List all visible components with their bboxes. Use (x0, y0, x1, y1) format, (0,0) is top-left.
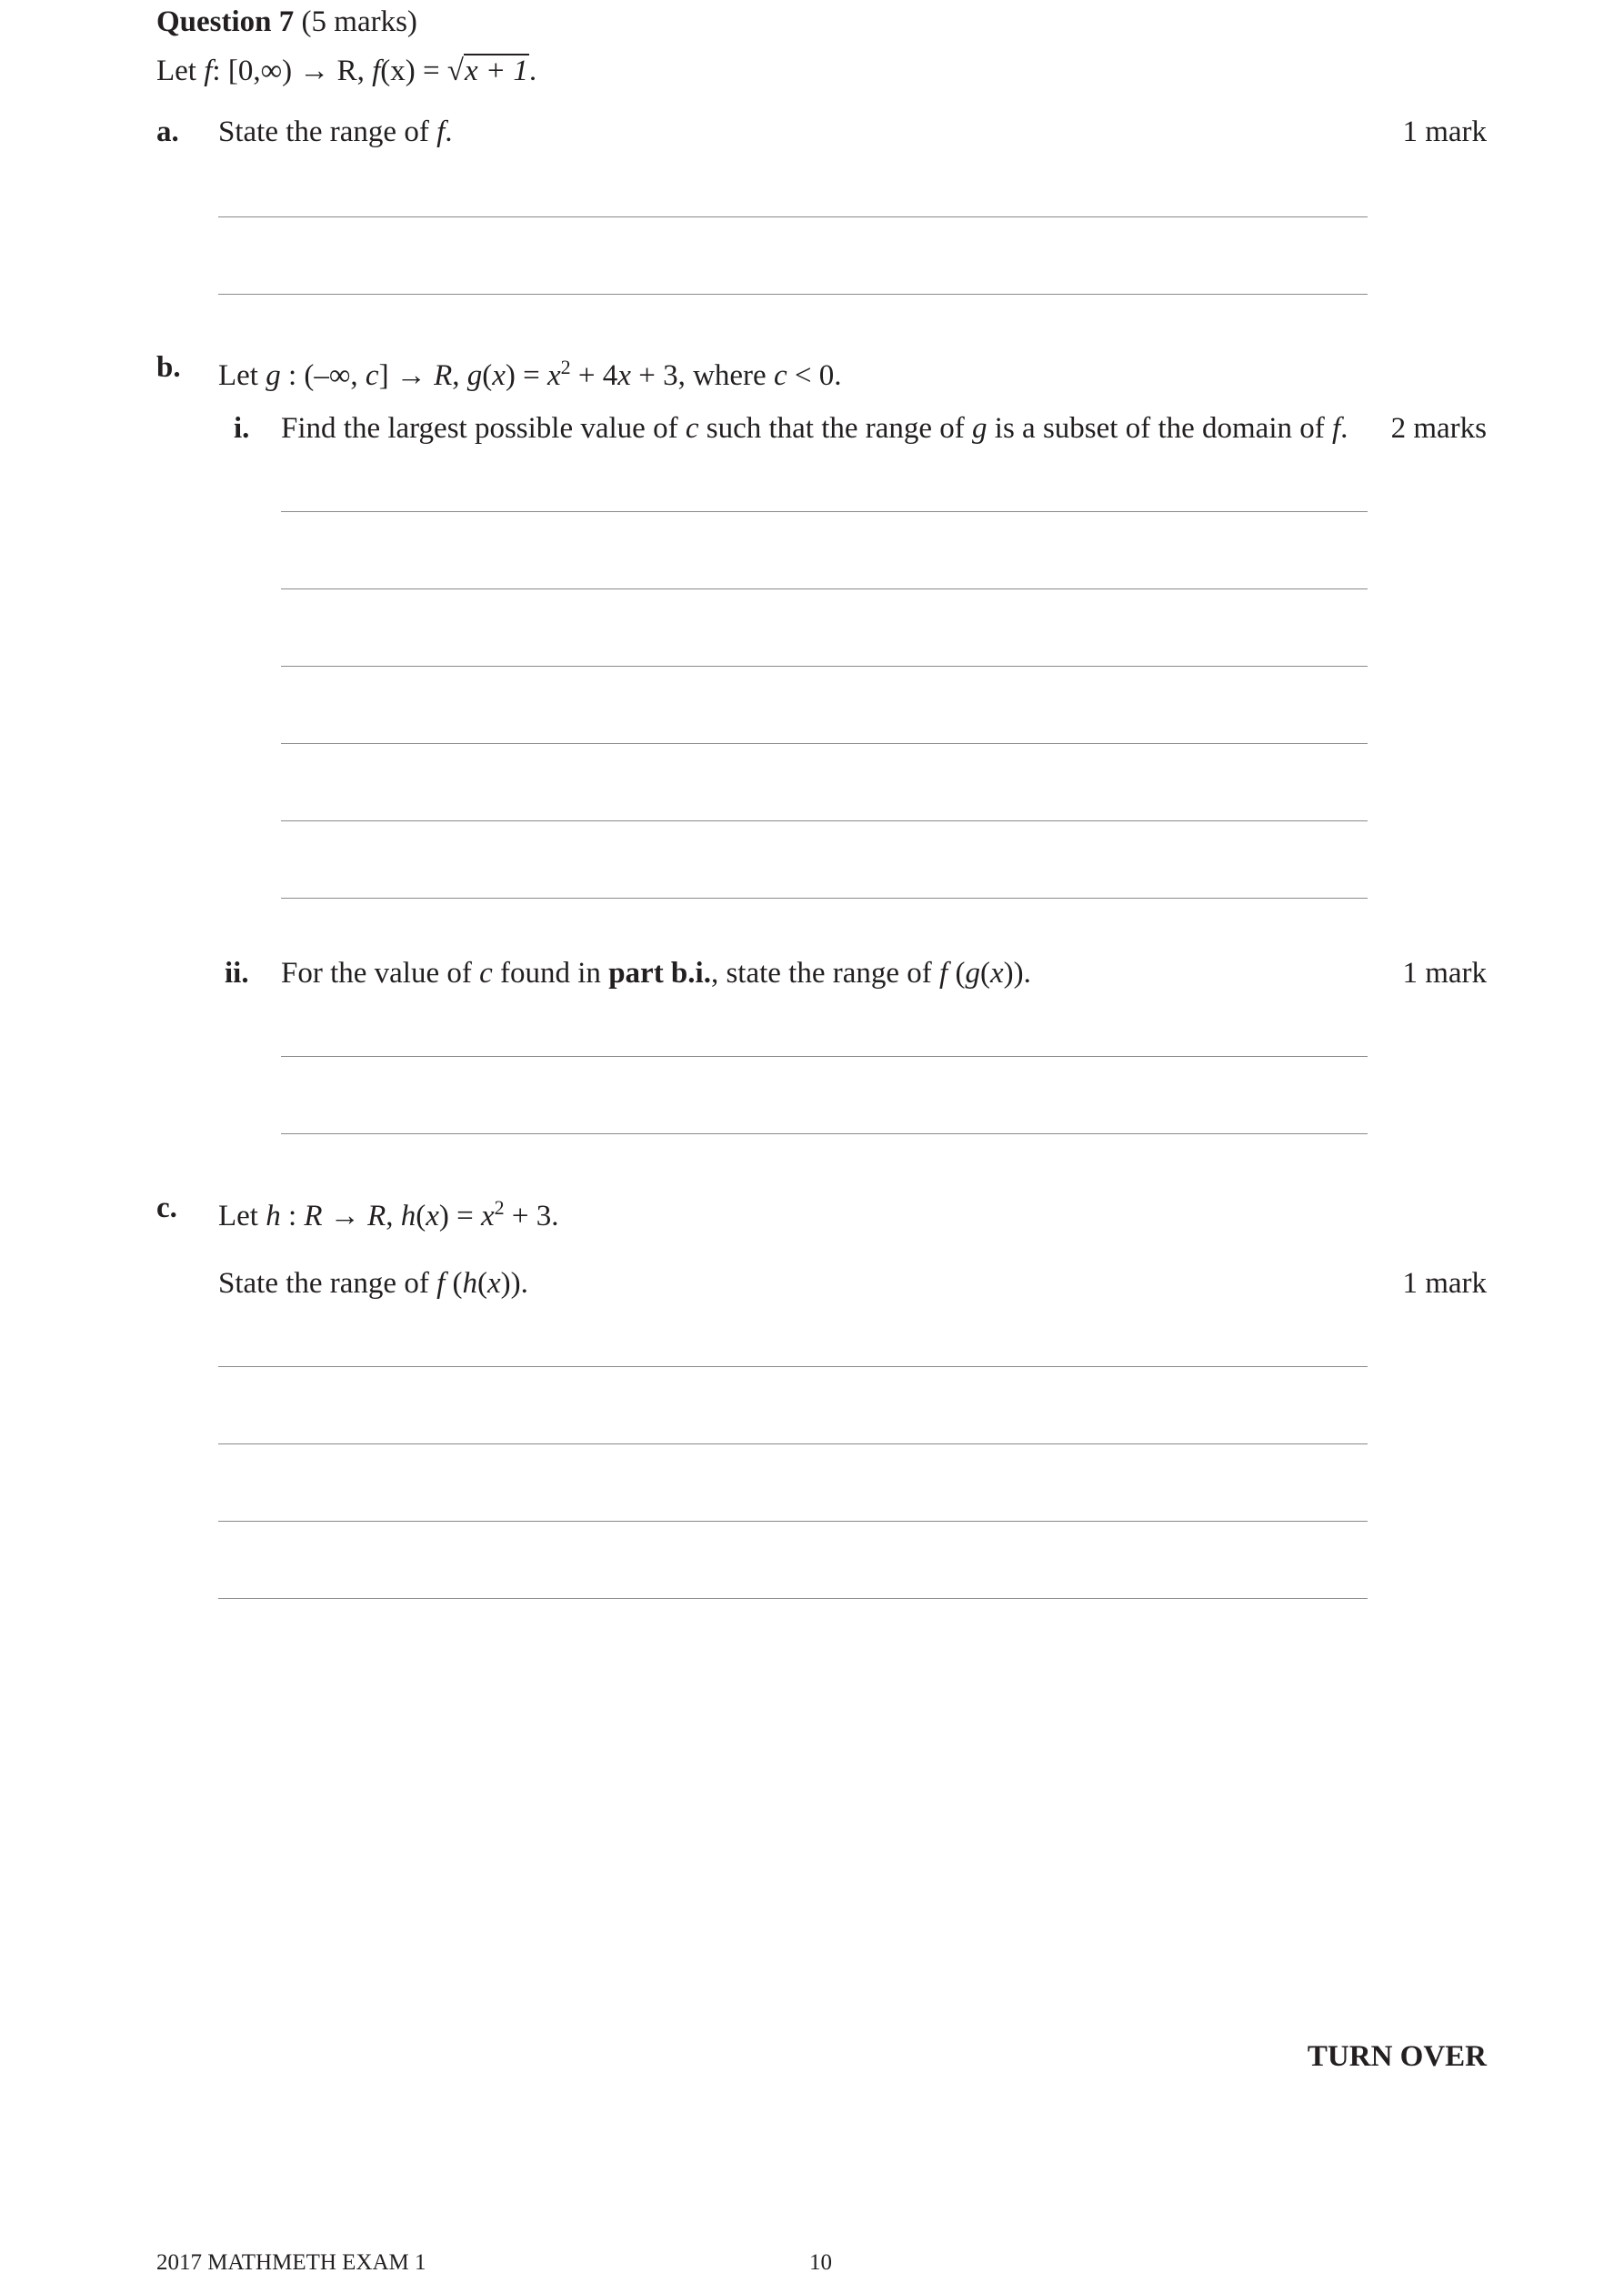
question-title: Question 7 (156, 5, 295, 38)
part-c-marks: 1 mark (1402, 1267, 1487, 1300)
answer-line[interactable] (281, 820, 1368, 821)
answer-line[interactable] (281, 511, 1368, 512)
answer-line[interactable] (281, 666, 1368, 667)
answer-line[interactable] (281, 898, 1368, 899)
part-a-marks: 1 mark (1402, 116, 1487, 148)
question-header (156, 4, 417, 40)
answer-line[interactable] (218, 294, 1368, 295)
part-a-label: a. (156, 116, 179, 148)
footer-page-number: 10 (809, 2250, 832, 2275)
answer-line[interactable] (281, 588, 1368, 589)
part-c-question: State the range of f (h(x)). (218, 1267, 528, 1300)
part-a-question: State the range of f. (218, 116, 453, 148)
part-b-ii-label: ii. (225, 957, 249, 990)
answer-line[interactable] (281, 1133, 1368, 1134)
turn-over: TURN OVER (1307, 2040, 1487, 2073)
part-b-i-marks: 2 marks (1390, 412, 1487, 445)
part-b-definition: Let g : (–∞, c] → R, $g(x) = x^2 + 4x + 3$, where c < 0. (218, 356, 842, 392)
answer-line[interactable] (218, 1521, 1368, 1522)
part-b-ii-question: For the value of c found in part b.i., state the range of f (g(x)). (281, 957, 1031, 990)
answer-line[interactable] (218, 216, 1368, 217)
answer-line[interactable] (281, 743, 1368, 744)
part-b-i-question: Find the largest possible value of c such that the range of g is a subset of the domain of f. (281, 412, 1348, 445)
question-marks: (5 marks) (301, 5, 417, 38)
part-b-label: b. (156, 351, 181, 384)
footer-exam-name: 2017 MATHMETH EXAM 1 (156, 2250, 426, 2275)
answer-line[interactable] (281, 1056, 1368, 1057)
function-definition: Let f: [0,∞) → R, f(x) = √x + 1. (156, 55, 537, 87)
answer-line[interactable] (218, 1366, 1368, 1367)
answer-line[interactable] (218, 1443, 1368, 1444)
answer-line[interactable] (218, 1598, 1368, 1599)
part-b-i-label: i. (234, 412, 250, 445)
part-c-label: c. (156, 1192, 177, 1224)
part-b-ii-marks: 1 mark (1402, 957, 1487, 990)
part-c-definition: Let h : R → R, $h(x) = x^2 + 3$. (218, 1196, 559, 1232)
square-root: √x + 1 (446, 55, 528, 87)
